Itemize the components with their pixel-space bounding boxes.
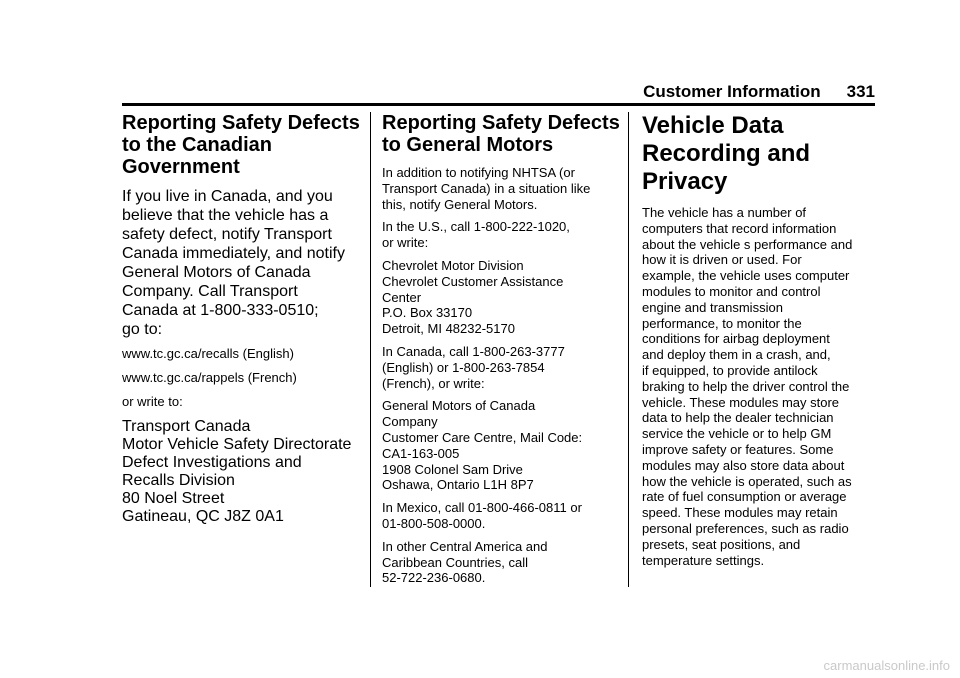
text-line: Company. Call Transport (122, 283, 298, 300)
column-data-privacy (642, 112, 880, 575)
text-line: In addition to notifying NHTSA (or (382, 165, 575, 180)
text-line: performance, to monitor the (642, 315, 802, 331)
heading-line: Reporting Safety Defects (382, 112, 620, 134)
header-rule (122, 103, 875, 106)
lead-paragraph (122, 187, 360, 339)
text-line: improve safety or features. Some (642, 441, 834, 457)
heading-line: to General Motors (382, 134, 554, 156)
url-english: www.tc.gc.ca/recalls (English) (122, 346, 294, 361)
address-line: Company (382, 414, 438, 430)
text-line: General Motors of Canada (122, 264, 311, 281)
text-line: engine and transmission (642, 299, 783, 315)
text-line: believe that the vehicle has a (122, 207, 329, 224)
heading-canadian-government (122, 112, 360, 178)
text-line: if equipped, to provide antilock (642, 362, 818, 378)
address-line: CA1-163-005 (382, 445, 460, 461)
text-line: temperature settings. (642, 552, 765, 568)
column-divider (370, 112, 371, 587)
text-line: Caribbean Countries, call (382, 554, 528, 570)
address-line: Motor Vehicle Safety Directorate (122, 436, 352, 453)
column-divider (628, 112, 629, 587)
text-line: how the vehicle is operated, such as (642, 473, 852, 489)
address-line: P.O. Box 33170 (382, 305, 473, 321)
address-line: Defect Investigations and (122, 454, 302, 471)
chevrolet-address (382, 258, 612, 337)
paragraph-canada-phone (382, 344, 612, 391)
text-line: or write: (382, 235, 429, 251)
text-line: modules to monitor and control (642, 283, 821, 299)
or-write-text: or write to: (122, 394, 183, 409)
transport-canada-address (122, 418, 360, 526)
text-line: personal preferences, such as radio (642, 520, 849, 536)
text-line: 52-722-236-0680. (382, 570, 486, 586)
address-line: Oshawa, Ontario L1H 8P7 (382, 477, 534, 493)
page-header (0, 82, 875, 102)
address-line: Chevrolet Customer Assistance (382, 273, 564, 289)
address-line: General Motors of Canada (382, 398, 536, 414)
text-line: In other Central America and (382, 538, 548, 554)
heading-line: Reporting Safety Defects (122, 112, 360, 134)
text-line: service the vehicle or to help GM (642, 426, 832, 442)
address-line: Center (382, 289, 422, 305)
text-line: The vehicle has a number of (642, 205, 807, 220)
text-line: Canada immediately, and notify (122, 245, 345, 262)
gm-canada-address (382, 398, 612, 493)
text-line: (English) or 1-800-263-7854 (382, 359, 545, 375)
section-title: Customer Information (643, 82, 821, 101)
column-general-motors (382, 112, 620, 593)
text-line: about the vehicle s performance and (642, 236, 853, 252)
text-line: modules may also store data about (642, 457, 845, 473)
text-line: In Mexico, call 01-800-466-0811 or (382, 500, 582, 516)
heading-line: Government (122, 156, 240, 178)
text-line: safety defect, notify Transport (122, 226, 332, 243)
text-line: this, notify General Motors. (382, 196, 538, 212)
address-line: 80 Noel Street (122, 490, 225, 507)
heading-line: Recording and (642, 140, 811, 167)
text-line: rate of fuel consumption or average (642, 489, 847, 505)
text-line: presets, seat positions, and (642, 536, 801, 552)
paragraph-data-recording (642, 205, 880, 568)
text-line: speed. These modules may retain (642, 505, 838, 521)
text-line: 01-800-508-0000. (382, 515, 486, 531)
heading-general-motors (382, 112, 620, 156)
url-french: www.tc.gc.ca/rappels (French) (122, 370, 297, 385)
heading-data-privacy (642, 112, 880, 196)
address-line: Gatineau, QC J8Z 0A1 (122, 508, 284, 525)
paragraph-us-phone (382, 219, 612, 251)
text-line: go to: (122, 321, 163, 338)
text-line: and deploy them in a crash, and, (642, 347, 831, 363)
heading-line: to the Canadian (122, 134, 273, 156)
address-line: Customer Care Centre, Mail Code: (382, 429, 583, 445)
address-line: Chevrolet Motor Division (382, 257, 524, 273)
text-line: Canada at 1-800-333-0510; (122, 302, 319, 319)
text-line: In Canada, call 1-800-263-3777 (382, 343, 565, 359)
address-line: 1908 Colonel Sam Drive (382, 461, 523, 477)
text-line: vehicle. These modules may store (642, 394, 840, 410)
address-line: Detroit, MI 48232-5170 (382, 321, 515, 337)
text-line: data to help the dealer technician (642, 410, 834, 426)
text-line: example, the vehicle uses computer (642, 268, 850, 284)
watermark: carmanualsonline.info (823, 658, 950, 673)
text-line: In the U.S., call 1-800-222-1020, (382, 219, 570, 235)
heading-line: Vehicle Data (642, 112, 784, 139)
text-line: how it is driven or used. For (642, 252, 802, 268)
text-line: braking to help the driver control the (642, 378, 850, 394)
text-line: computers that record information (642, 220, 837, 236)
page-number: 331 (846, 82, 875, 101)
paragraph-notify-gm (382, 165, 612, 212)
paragraph-mexico-phone (382, 500, 612, 532)
text-line: conditions for airbag deployment (642, 331, 830, 347)
paragraph-central-america-phone (382, 539, 612, 586)
column-canadian-government (122, 112, 360, 526)
text-line: (French), or write: (382, 375, 485, 391)
address-line: Transport Canada (122, 418, 251, 435)
text-line: Transport Canada) in a situation like (382, 180, 591, 196)
address-line: Recalls Division (122, 472, 235, 489)
heading-line: Privacy (642, 168, 728, 195)
text-line: If you live in Canada, and you (122, 188, 333, 205)
